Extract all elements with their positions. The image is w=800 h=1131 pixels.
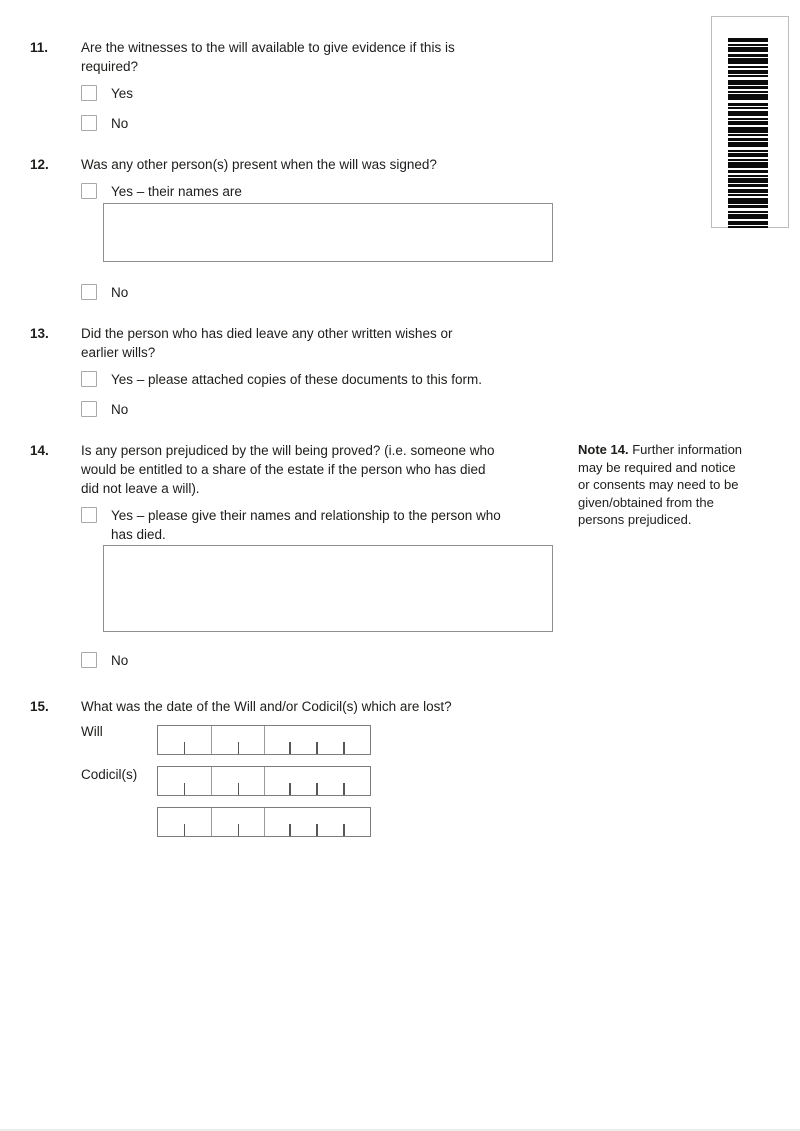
date-tick <box>316 824 318 836</box>
q11-yes-checkbox[interactable] <box>81 85 97 101</box>
question-12-text <box>81 155 437 174</box>
q12-yes-label: Yes – their names are <box>111 184 242 199</box>
date-divider <box>264 767 266 795</box>
question-11-text <box>81 38 455 76</box>
note-14-body-line-1: Further information <box>632 442 743 457</box>
date-tick <box>238 742 240 754</box>
q12-names-input[interactable] <box>103 203 553 262</box>
q14-prejudiced-persons-input[interactable] <box>103 545 553 632</box>
will-label: Will <box>81 724 103 739</box>
note-14-line-3: or consents may need to be <box>578 477 739 492</box>
question-14-line-3: did not leave a will). <box>81 481 200 496</box>
question-14-line-1: Is any person prejudiced by the will being proved? (i.e. someone who <box>81 443 495 458</box>
date-tick <box>289 824 291 836</box>
date-divider <box>264 808 266 836</box>
date-tick <box>316 783 318 795</box>
codicil-label: Codicil(s) <box>81 767 138 782</box>
q13-no-checkbox[interactable] <box>81 401 97 417</box>
question-12-number: 12. <box>30 157 49 172</box>
q14-no-option <box>81 651 128 670</box>
question-14-number: 14. <box>30 443 49 458</box>
date-divider <box>211 726 213 754</box>
question-14-line-2: would be entitled to a share of the estate if the person who has died <box>81 462 486 477</box>
question-13-text <box>81 324 452 362</box>
question-13-number: 13. <box>30 326 49 341</box>
q14-yes-label-line-1: Yes – please give their names and relationship to the person who <box>111 508 501 523</box>
date-tick <box>184 783 186 795</box>
date-tick <box>238 783 240 795</box>
q13-yes-option <box>81 370 482 389</box>
q13-no-label: No <box>111 402 129 417</box>
codicil-date-field-1[interactable] <box>157 766 371 796</box>
q14-no-label: No <box>111 653 129 668</box>
date-tick <box>343 824 345 836</box>
question-15-line-1: What was the date of the Will and/or Codicil(s) which are lost? <box>81 699 452 714</box>
q14-yes-label <box>111 506 501 544</box>
q13-yes-checkbox[interactable] <box>81 371 97 387</box>
date-divider <box>211 808 213 836</box>
note-14-line-4: given/obtained from the <box>578 494 714 510</box>
date-tick <box>343 742 345 754</box>
q13-yes-label: Yes – please attached copies of these documents to this form. <box>111 372 482 387</box>
question-12-line-1: Was any other person(s) present when the will was signed? <box>81 157 437 172</box>
question-13-line-1: Did the person who has died leave any other written wishes or <box>81 326 453 341</box>
note-14-line-5: persons prejudiced. <box>578 512 692 527</box>
date-tick <box>289 742 291 754</box>
q14-yes-checkbox[interactable] <box>81 507 97 523</box>
q14-yes-label-line-2: has died. <box>111 527 166 542</box>
date-divider <box>211 767 213 795</box>
note-14 <box>578 441 790 529</box>
date-divider <box>264 726 266 754</box>
barcode-frame <box>711 16 789 228</box>
codicil-date-field-2[interactable] <box>157 807 371 837</box>
q11-no-checkbox[interactable] <box>81 115 97 131</box>
date-tick <box>289 783 291 795</box>
will-date-field[interactable] <box>157 725 371 755</box>
q12-no-checkbox[interactable] <box>81 284 97 300</box>
question-15-number: 15. <box>30 699 49 714</box>
question-11-line-1: Are the witnesses to the will available to give evidence if this is <box>81 40 455 55</box>
note-14-title: Note 14. <box>578 442 629 457</box>
q11-yes-option <box>81 84 133 103</box>
question-15-text <box>81 697 452 716</box>
q12-no-option <box>81 283 128 302</box>
question-11-number: 11. <box>30 40 49 55</box>
q11-no-label: No <box>111 116 129 131</box>
q12-yes-checkbox[interactable] <box>81 183 97 199</box>
q13-no-option <box>81 400 128 419</box>
date-tick <box>238 824 240 836</box>
q14-yes-option <box>81 506 501 544</box>
question-14-text <box>81 441 495 498</box>
q12-yes-option <box>81 182 242 201</box>
note-14-line-1 <box>578 441 790 459</box>
date-tick <box>184 742 186 754</box>
q14-no-checkbox[interactable] <box>81 652 97 668</box>
note-14-line-2: may be required and notice <box>578 459 736 475</box>
q11-yes-label: Yes <box>111 86 134 101</box>
date-tick <box>316 742 318 754</box>
date-tick <box>184 824 186 836</box>
q12-no-label: No <box>111 285 129 300</box>
barcode-icon <box>728 38 768 228</box>
question-11-line-2: required? <box>81 59 139 74</box>
date-tick <box>343 783 345 795</box>
question-13-line-2: earlier wills? <box>81 345 156 360</box>
q11-no-option <box>81 114 128 133</box>
